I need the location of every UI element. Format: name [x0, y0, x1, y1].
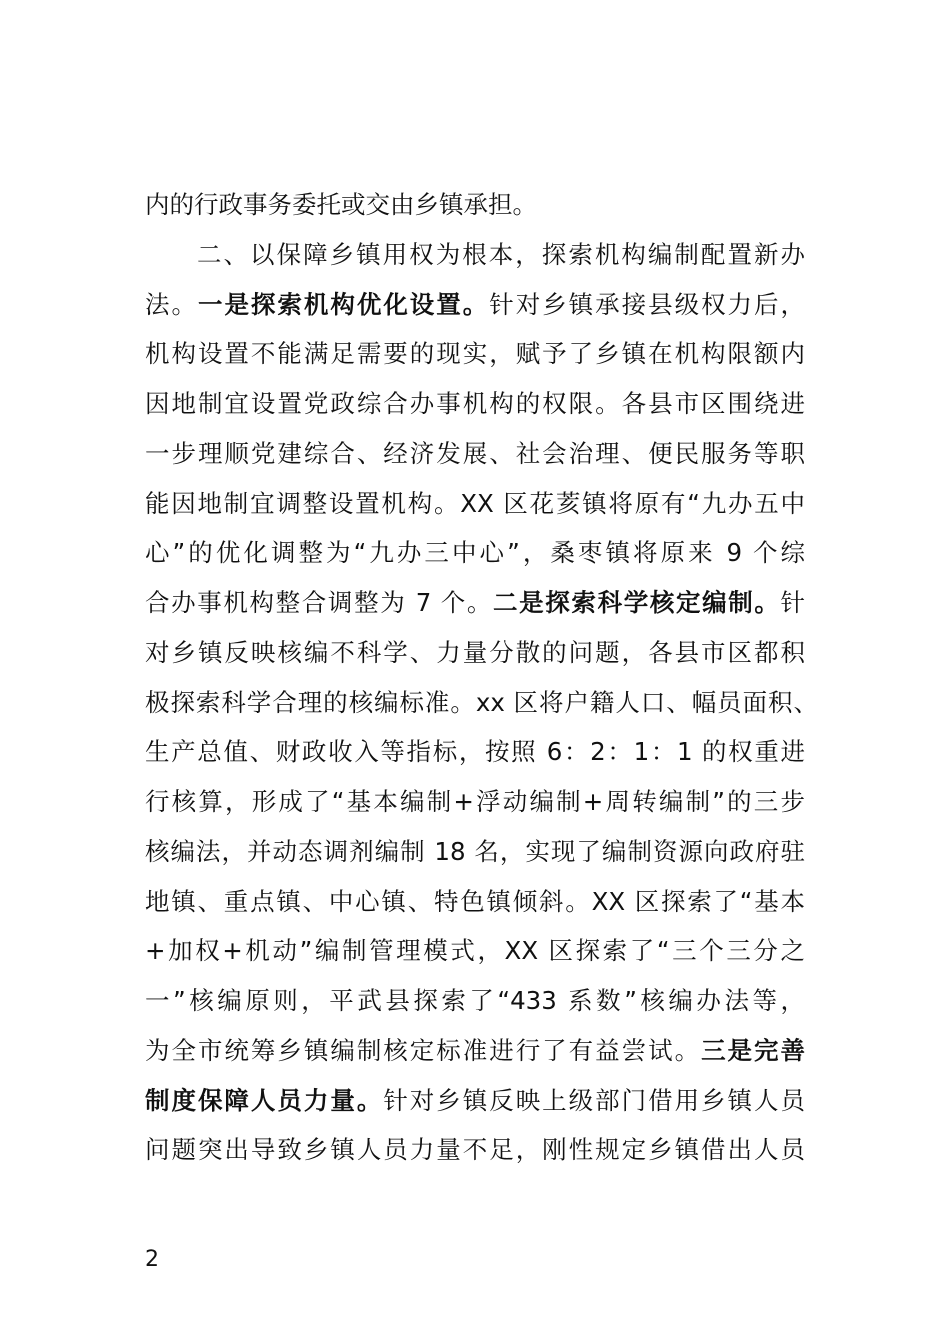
body-line-19	[145, 1076, 805, 1126]
page-number: 2	[145, 1247, 159, 1272]
body-text-block	[145, 180, 825, 1175]
body-line-16	[145, 926, 805, 976]
body-line-3	[145, 280, 805, 330]
body-text: 行核算，形成了“基本编制+浮动编制+周转编制”的三步	[145, 787, 805, 816]
body-text: 针	[780, 588, 805, 617]
body-line-9	[145, 578, 805, 628]
body-text: 一步理顺党建综合、经济发展、社会治理、便民服务等职	[145, 438, 805, 468]
body-line-17	[145, 976, 805, 1026]
body-line-13	[145, 777, 805, 827]
body-text: 一”核编原则，平武县探索了“433 系数”核编办法等，	[145, 986, 805, 1015]
body-text: 地镇、重点镇、中心镇、特色镇倾斜。XX 区探索了“基本	[145, 886, 805, 916]
bold-subheading: 二是探索科学核定编制。	[493, 588, 781, 617]
body-line-20	[145, 1125, 805, 1175]
bold-subheading: 三是完善	[701, 1035, 805, 1065]
body-line-10	[145, 628, 805, 678]
body-text: 生产总值、财政收入等指标，按照 6：2：1：1 的权重进	[145, 737, 805, 767]
bold-subheading: 一是探索机构优化设置。	[197, 289, 490, 319]
body-line-7	[145, 479, 805, 529]
body-text: 对乡镇反映核编不科学、力量分散的问题，各县市区都积	[145, 637, 805, 667]
body-line-4	[145, 329, 805, 379]
body-text: +加权+机动”编制管理模式，XX 区探索了“三个三分之	[145, 936, 805, 966]
body-text: 合办事机构整合调整为 7 个。	[145, 588, 494, 617]
body-text: 心”的优化调整为“九办三中心”，桑枣镇将原来 9 个综	[145, 538, 805, 568]
body-text: 核编法，并动态调剂编制 18 名，实现了编制资源向政府驻	[145, 836, 805, 866]
body-text: 针对乡镇反映上级部门借用乡镇人员	[383, 1085, 805, 1115]
body-line-12	[145, 727, 805, 777]
body-text: 问题突出导致乡镇人员力量不足，刚性规定乡镇借出人员	[145, 1135, 805, 1165]
body-line-5	[145, 379, 805, 429]
body-text: 能因地制宜调整设置机构。XX 区花荄镇将原有“九办五中	[145, 488, 805, 518]
body-text: 机构设置不能满足需要的现实，赋予了乡镇在机构限额内	[145, 339, 805, 369]
body-line-18	[145, 1026, 805, 1076]
body-text: 内的行政事务委托或交由乡镇承担。	[145, 190, 537, 219]
body-text: 针对乡镇承接县级权力后，	[489, 289, 806, 319]
body-line-1	[145, 180, 805, 230]
section-heading-text: 二、以保障乡镇用权为根本，探索机构编制配置新办	[197, 239, 805, 269]
body-line-6	[145, 429, 805, 479]
body-line-11	[145, 678, 818, 728]
body-text: 为全市统筹乡镇编制核定标准进行了有益尝试。	[145, 1035, 702, 1065]
body-text: 法。	[145, 289, 198, 319]
body-text: 因地制宜设置党政综合办事机构的权限。各县市区围绕进	[145, 389, 805, 418]
body-line-14	[145, 827, 805, 877]
body-text: 极探索科学合理的核编标准。xx 区将户籍人口、幅员面积、	[145, 687, 818, 717]
body-line-15	[145, 877, 805, 927]
body-line-2	[197, 230, 805, 280]
body-line-8	[145, 528, 805, 578]
bold-subheading: 制度保障人员力量。	[145, 1085, 384, 1115]
